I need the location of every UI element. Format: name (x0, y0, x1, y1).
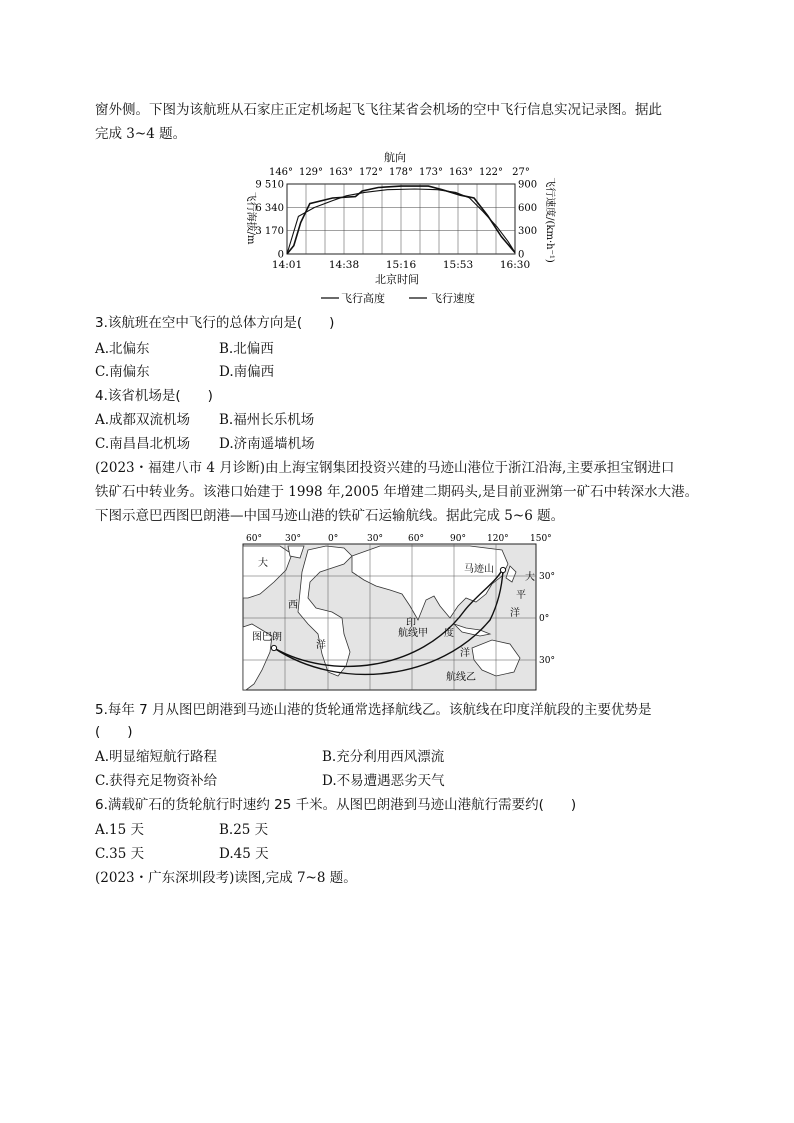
x-tick-label: 15:53 (442, 259, 474, 271)
tubalang-label: 图巴朗 (252, 632, 282, 643)
ocean-char: 西 (288, 600, 298, 611)
heading-labels (269, 167, 530, 178)
q6-option-d[interactable]: D.45 天 (219, 846, 269, 862)
ocean-char: 洋 (460, 648, 470, 659)
heading-label: 27° (512, 167, 530, 178)
ocean-char: 度 (444, 628, 454, 639)
left-tick-label: 9 510 (255, 179, 284, 191)
q4-option-b[interactable]: B.福州长乐机场 (219, 412, 315, 428)
q5-option-c[interactable]: C.获得充足物资补给 (95, 773, 218, 789)
lon-label: 30° (367, 534, 383, 544)
left-tick-label: 0 (277, 249, 284, 261)
passage2-line-2: 铁矿石中转业务。该港口始建于 1998 年,2005 年增建二期码头,是目前亚洲第一矿石中转深水大港。 (95, 484, 699, 500)
chart-grid (287, 184, 515, 254)
heading-label: 173° (418, 167, 444, 178)
lat-label: 30° (539, 656, 555, 666)
lat-label: 0° (539, 614, 550, 624)
route-b-label: 航线乙 (446, 672, 476, 683)
intro-line-1: 窗外侧。下图为该航班从石家庄正定机场起飞飞往某省会机场的空中飞行信息实况记录图。据此 (95, 102, 662, 118)
ocean-char: 平 (516, 590, 526, 601)
ocean-char: 大 (525, 572, 535, 583)
route-a-label: 航线甲 (398, 628, 428, 639)
legend-speed: 飞行速度 (431, 292, 475, 305)
q6-option-c[interactable]: C.35 天 (95, 846, 145, 862)
lon-label: 60° (246, 534, 262, 544)
ocean-char: 印 (406, 618, 416, 629)
flight-chart (235, 150, 565, 308)
heading-label: 163° (448, 167, 474, 178)
shipping-route-map (240, 532, 558, 692)
q5-option-b[interactable]: B.充分利用西风漂流 (322, 749, 445, 765)
chart-top-title: 航向 (384, 151, 406, 164)
lon-label: 0° (328, 534, 339, 544)
x-tick-label: 15:16 (385, 259, 417, 271)
majishan-port-marker (500, 567, 505, 572)
x-tick-label: 16:30 (499, 259, 531, 271)
legend-altitude: 飞行高度 (341, 292, 385, 305)
map-right-labels (539, 572, 555, 666)
majishan-label: 马迹山 (464, 564, 494, 575)
lon-label: 90° (450, 534, 466, 544)
heading-label: 122° (478, 167, 504, 178)
left-tick-label: 3 170 (255, 226, 284, 238)
ocean-char: 洋 (316, 640, 326, 651)
q4-option-a[interactable]: A.成都双流机场 (95, 412, 191, 428)
q3-option-c[interactable]: C.南偏东 (95, 364, 150, 380)
heading-label: 178° (388, 167, 414, 178)
next-section-intro: (2023・广东深圳段考)读图,完成 7~8 题。 (95, 870, 357, 886)
q3-stem: 3.该航班在空中飞行的总体方向是( ) (95, 315, 335, 331)
left-tick-label: 6 340 (255, 202, 284, 214)
x-tick-label: 14:38 (328, 259, 360, 271)
right-axis-ticks (518, 180, 537, 261)
chart-legend (321, 291, 475, 305)
q5-stem: 5.每年 7 月从图巴朗港到马迹山港的货轮通常选择航线乙。该航线在印度洋航段的主要优势是 (95, 702, 652, 718)
intro-line-2: 完成 3~4 题。 (95, 126, 187, 142)
passage2-line-1: (2023・福建八市 4 月诊断)由上海宝钢集团投资兴建的马迹山港位于浙江沿海,主要承担宝钢进口 (95, 460, 675, 476)
q6-option-a[interactable]: A.15 天 (95, 822, 145, 838)
q6-option-b[interactable]: B.25 天 (219, 822, 269, 838)
lon-label: 30° (285, 534, 301, 544)
map-top-labels (246, 534, 552, 544)
lon-label: 120° (487, 534, 509, 544)
right-tick-label: 900 (518, 179, 538, 191)
q3-option-d[interactable]: D.南偏西 (219, 364, 275, 380)
heading-label: 172° (358, 167, 384, 178)
q3-option-a[interactable]: A.北偏东 (95, 341, 150, 357)
q4-option-d[interactable]: D.济南遥墙机场 (219, 436, 315, 452)
right-tick-label: 600 (518, 202, 538, 214)
x-tick-label: 14:01 (271, 259, 303, 271)
q4-option-c[interactable]: C.南昌昌北机场 (95, 436, 191, 452)
left-axis-ticks (255, 180, 284, 261)
q4-stem: 4.该省机场是( ) (95, 388, 213, 404)
q5-option-a[interactable]: A.明显缩短航行路程 (95, 749, 218, 765)
q5-option-d[interactable]: D.不易遭遇恶劣天气 (322, 773, 445, 789)
lon-label: 60° (408, 534, 424, 544)
heading-label: 129° (298, 167, 324, 178)
lat-label: 30° (539, 572, 555, 582)
q3-option-b[interactable]: B.北偏西 (219, 341, 274, 357)
right-tick-label: 300 (518, 226, 538, 238)
passage2-line-3: 下图示意巴西图巴朗港—中国马迹山港的铁矿石运输航线。据此完成 5~6 题。 (95, 508, 565, 524)
tubarao-port-marker (271, 645, 276, 650)
right-axis-label: 飞行速度/(km·h⁻¹) (544, 177, 555, 263)
right-tick-label: 0 (518, 249, 525, 261)
ocean-char: 大 (258, 558, 268, 569)
heading-label: 163° (328, 167, 354, 178)
ocean-char: 洋 (510, 608, 520, 619)
x-axis-ticks (272, 259, 530, 271)
q6-stem: 6.满载矿石的货轮航行时速约 25 千米。从图巴朗港到马迹山港航行需要约( ) (95, 797, 577, 813)
q5-stem-answer: ( ) (95, 724, 133, 740)
heading-label: 146° (268, 167, 294, 178)
left-axis-label: 飞行海拔/m (245, 191, 256, 245)
x-axis-label: 北京时间 (375, 273, 419, 286)
lon-label: 150° (530, 534, 552, 544)
